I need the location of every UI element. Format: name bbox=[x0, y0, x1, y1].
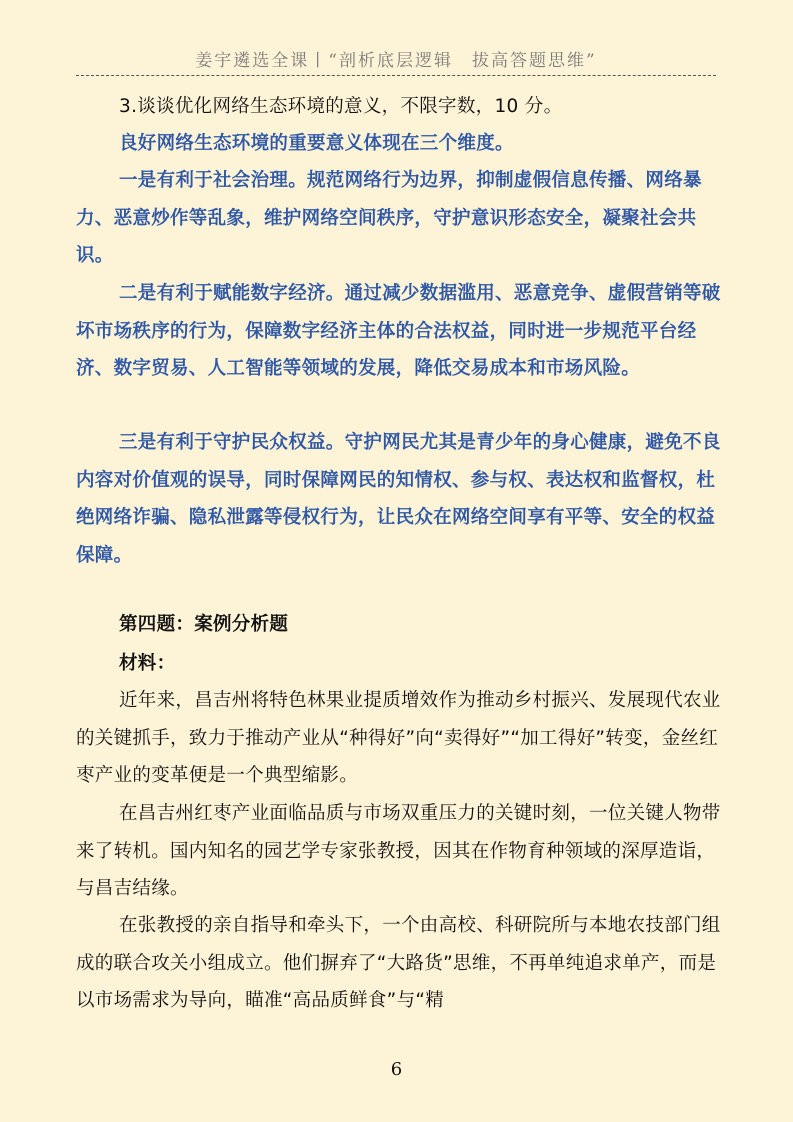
answer-point-3: 三是有利于守护民众权益。守护网民尤其是青少年的身心健康，避免不良内容对价值观的误导，同时保障网民的知情权、参与权、表达权和监督权，杜绝网络诈骗、隐私泄露等侵权行为，让民众在网络空间享有平等、安全的权益保障。 bbox=[76, 432, 721, 566]
answer-intro: 良好网络生态环境的重要意义体现在三个维度。 bbox=[119, 133, 514, 154]
page-number: 6 bbox=[390, 1059, 403, 1080]
material-label: 材料： bbox=[119, 653, 176, 674]
section-4-title: 第四题：案例分析题 bbox=[119, 614, 289, 635]
page-header: 姜宇遴选全课丨“剖析底层逻辑 拔高答题思维” bbox=[195, 51, 597, 71]
header-divider bbox=[76, 75, 716, 76]
question-3-prompt: 3.谈谈优化网络生态环境的意义，不限字数，10 分。 bbox=[119, 96, 563, 117]
material-paragraph-2: 在昌吉州红枣产业面临品质与市场双重压力的关键时刻，一位关键人物带来了转机。国内知名的园艺学专家张教授，因其在作物育种领域的深厚造诣，与昌吉结缘。 bbox=[76, 803, 721, 899]
material-paragraph-1: 近年来，昌吉州将特色林果业提质增效作为推动乡村振兴、发展现代农业的关键抓手，致力于推动产业从“种得好”向“卖得好”“加工得好”转变，金丝红枣产业的变革便是一个典型缩影。 bbox=[76, 690, 721, 786]
answer-point-1: 一是有利于社会治理。规范网络行为边界，抑制虚假信息传播、网络暴力、恶意炒作等乱象，维护网络空间秩序，守护意识形态安全，凝聚社会共识。 bbox=[76, 170, 702, 266]
material-paragraph-3: 在张教授的亲自指导和牵头下，一个由高校、科研院所与本地农技部门组成的联合攻关小组成立。他们摒弃了“大路货”思维，不再单纯追求单产，而是以市场需求为导向，瞄准“高品质鲜食”与“精 bbox=[76, 915, 721, 1011]
answer-point-2: 二是有利于赋能数字经济。通过减少数据滥用、恶意竞争、虚假营销等破坏市场秩序的行为，保障数字经济主体的合法权益，同时进一步规范平台经济、数字贸易、人工智能等领域的发展，降低交易成本和市场风险。 bbox=[76, 283, 721, 379]
